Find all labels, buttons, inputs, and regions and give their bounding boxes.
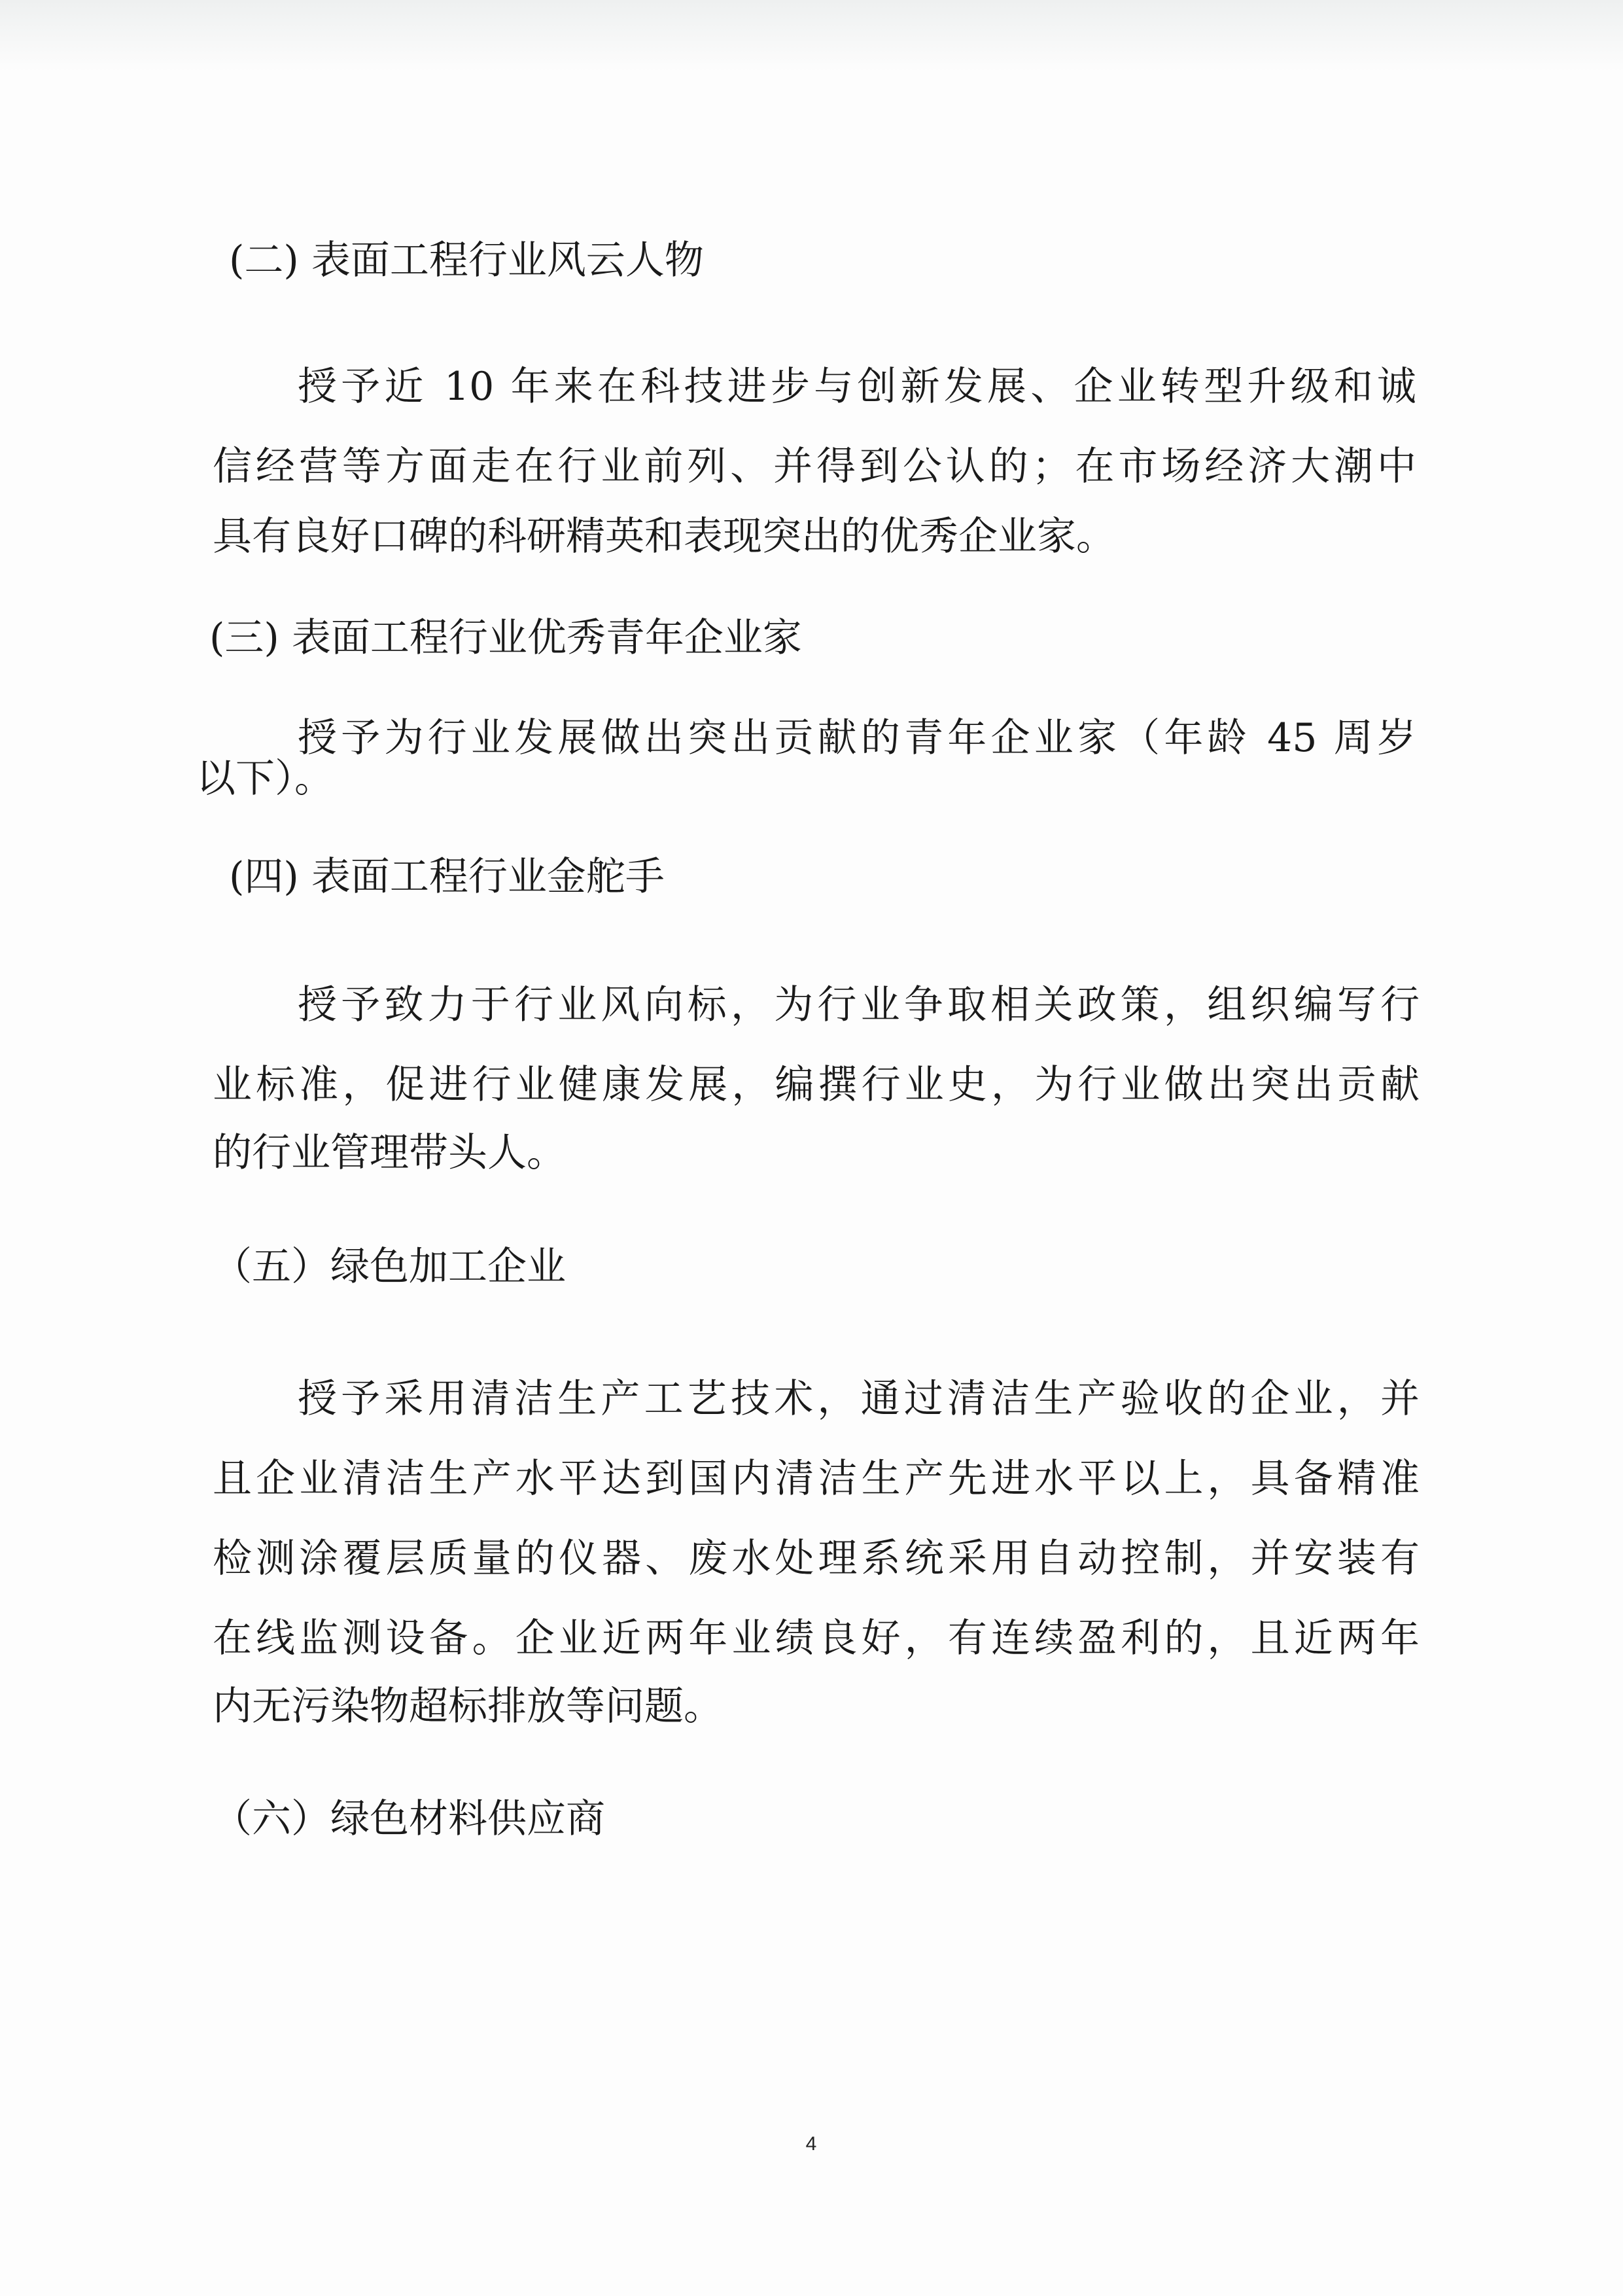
- section-heading-4: (四) 表面工程行业金舵手: [229, 854, 665, 900]
- paragraph-line: 授予致力于行业风向标，为行业争取相关政策，组织编写行: [298, 982, 1420, 1028]
- paragraph-line: 授予采用清洁生产工艺技术，通过清洁生产验收的企业，并: [298, 1376, 1420, 1422]
- section-heading-3: (三) 表面工程行业优秀青年企业家: [209, 615, 802, 661]
- page-number: 4: [805, 2133, 817, 2155]
- paragraph-line: 检测涂覆层质量的仪器、废水处理系统采用自动控制，并安装有: [213, 1536, 1420, 1581]
- paragraph-line: 授予近 10 年来在科技进步与创新发展、企业转型升级和诚: [298, 364, 1416, 410]
- paragraph-line: 授予为行业发展做出突出贡献的青年企业家（年龄 45 周岁: [298, 715, 1416, 761]
- paragraph-line: 的行业管理带头人。: [213, 1130, 566, 1176]
- scan-edge: [0, 0, 1623, 72]
- section-heading-2: (二) 表面工程行业风云人物: [229, 238, 704, 283]
- section-heading-5: （五）绿色加工企业: [213, 1244, 566, 1290]
- paragraph-line: 在线监测设备。企业近两年业绩良好，有连续盈利的，且近两年: [213, 1616, 1420, 1661]
- paragraph-line: 且企业清洁生产水平达到国内清洁生产先进水平以上，具备精准: [213, 1456, 1420, 1502]
- paragraph-line: 具有良好口碑的科研精英和表现突出的优秀企业家。: [213, 514, 1115, 559]
- paragraph-line: 信经营等方面走在行业前列、并得到公认的；在市场经济大潮中: [213, 444, 1416, 489]
- section-heading-6: （六）绿色材料供应商: [213, 1796, 605, 1842]
- paragraph-line: 内无污染物超标排放等问题。: [213, 1684, 723, 1729]
- paragraph-line: 以下）。: [196, 756, 334, 802]
- paragraph-line: 业标准，促进行业健康发展，编撰行业史，为行业做出突出贡献: [213, 1062, 1420, 1108]
